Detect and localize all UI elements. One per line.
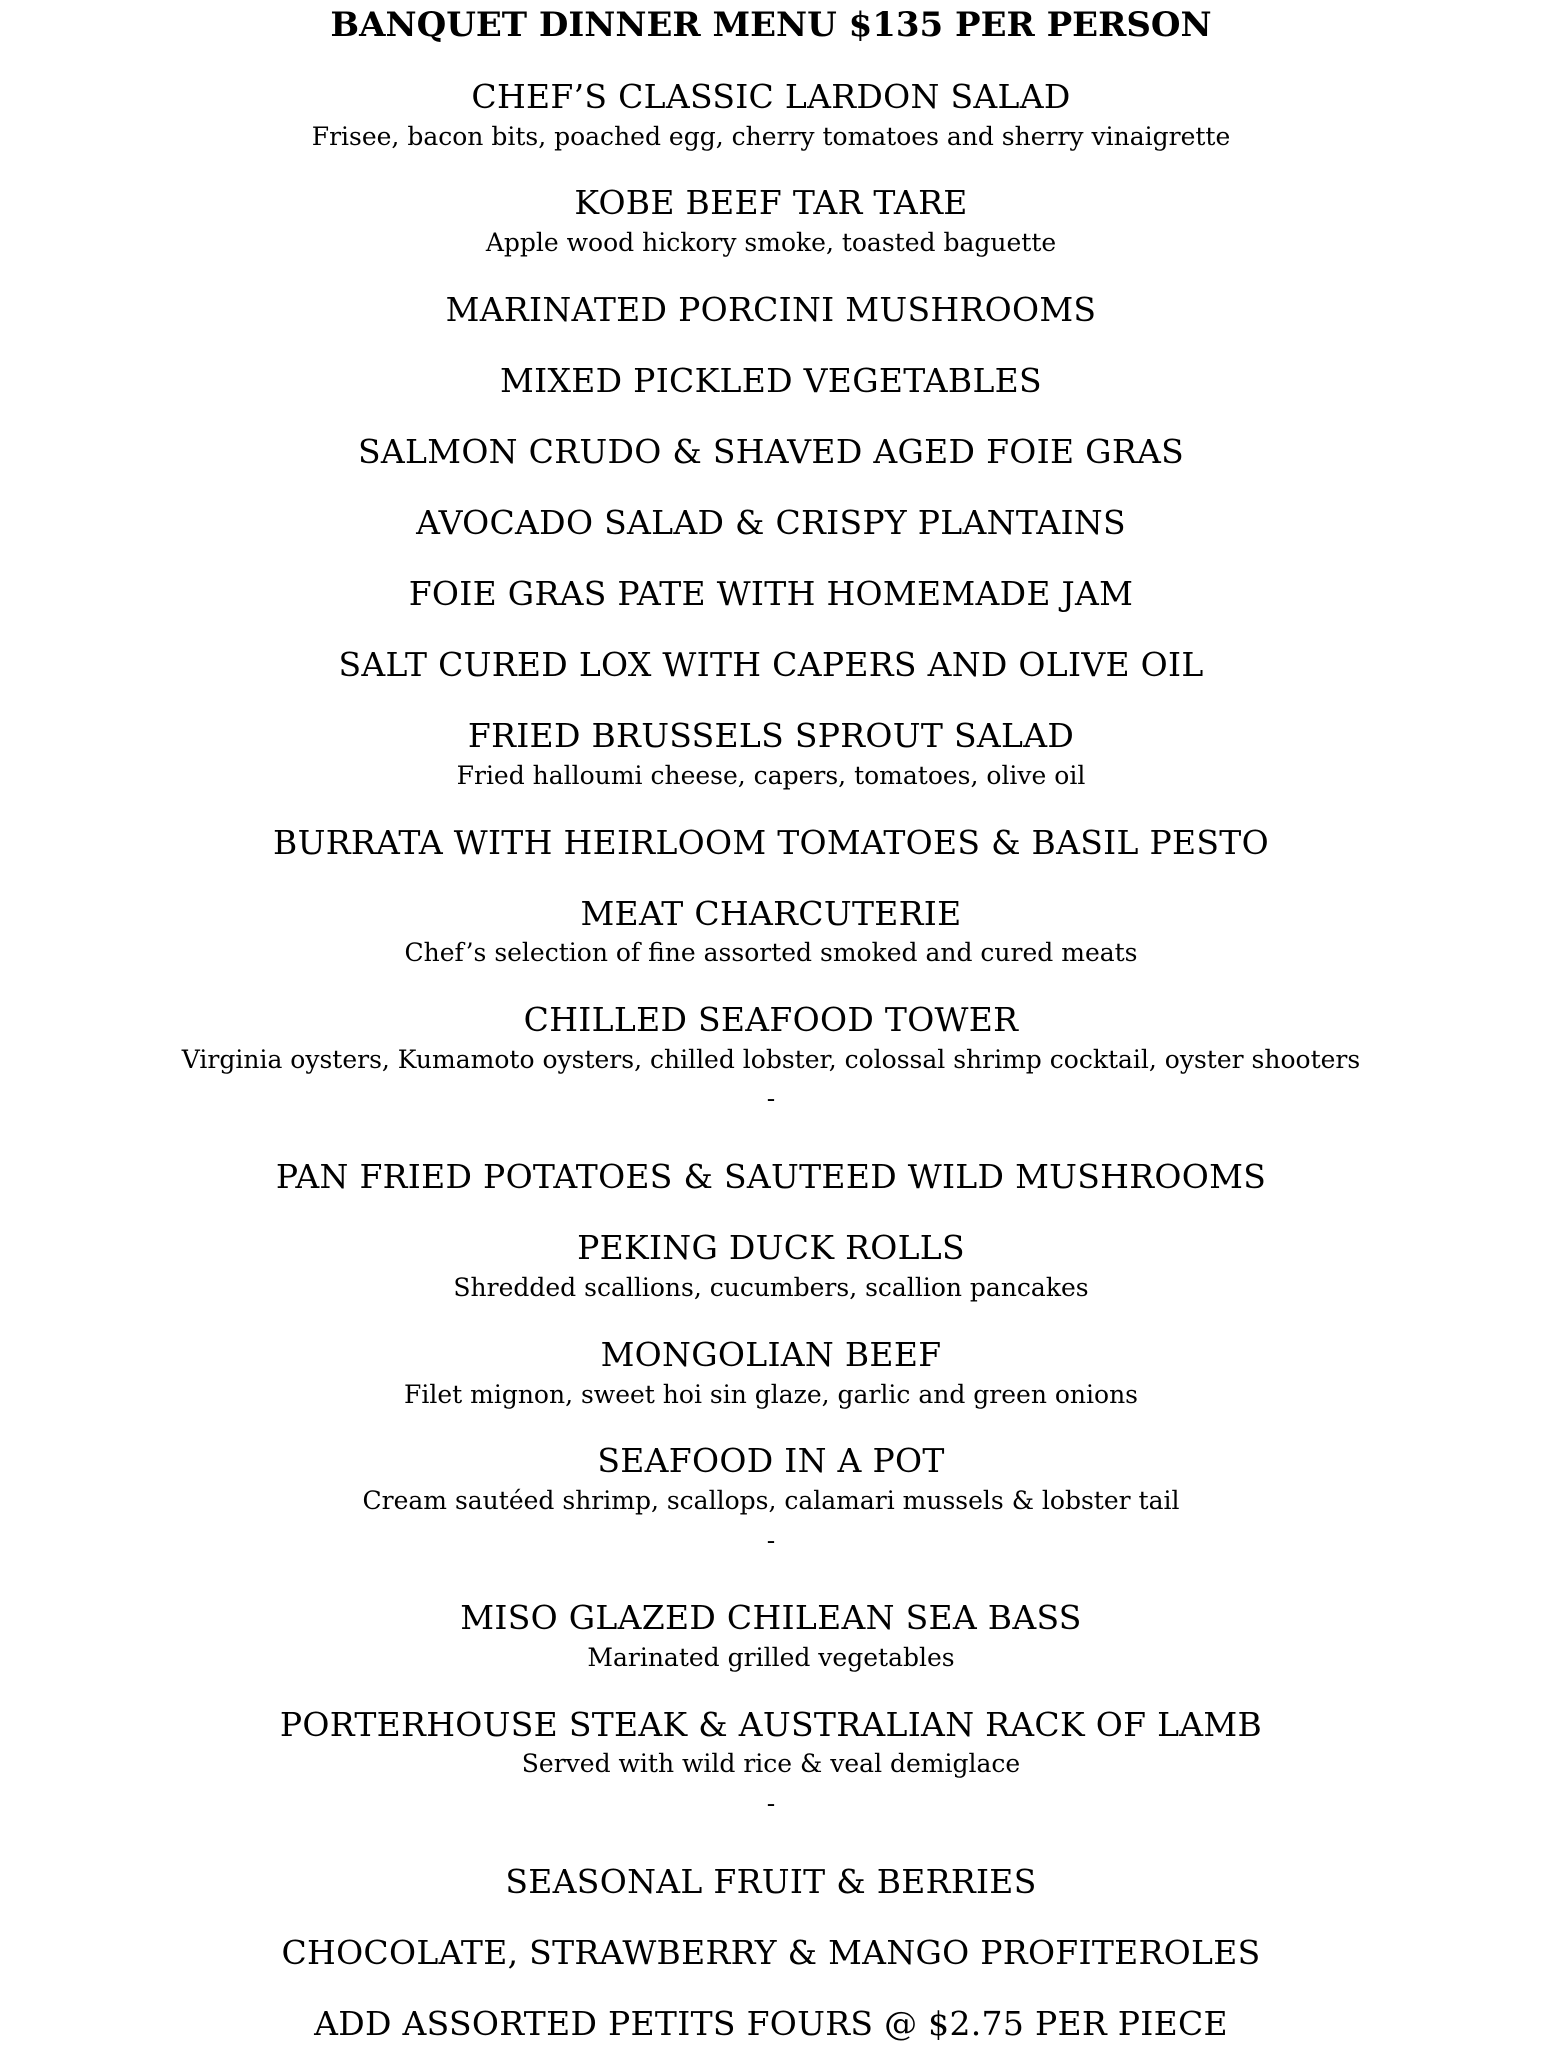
dish-description: Chef’s selection of fine assorted smoked and cured meats — [404, 938, 1138, 967]
dish-description: Cream sautéed shrimp, scallops, calamari mussels & lobster tail — [362, 1486, 1180, 1515]
course-separator: - — [766, 1526, 776, 1555]
dish-name: SEAFOOD IN A POT — [597, 1441, 945, 1480]
dish-name: MONGOLIAN BEEF — [600, 1335, 942, 1374]
dish-name: SALT CURED LOX WITH CAPERS AND OLIVE OIL — [338, 645, 1204, 684]
dish-name: KOBE BEEF TAR TARE — [574, 183, 968, 222]
dish-name: BURRATA WITH HEIRLOOM TOMATOES & BASIL PESTO — [273, 823, 1269, 862]
dish-name: MISO GLAZED CHILEAN SEA BASS — [460, 1598, 1082, 1637]
dish-name: PEKING DUCK ROLLS — [577, 1228, 965, 1267]
dish-name: FOIE GRAS PATE WITH HOMEMADE JAM — [408, 574, 1134, 613]
course-separator: - — [766, 1084, 776, 1113]
dish-description: Shredded scallions, cucumbers, scallion pancakes — [453, 1273, 1089, 1302]
course-separator: - — [766, 1789, 776, 1818]
dish-name: MEAT CHARCUTERIE — [580, 894, 962, 933]
menu-title: BANQUET DINNER MENU $135 PER PERSON — [330, 5, 1212, 45]
dish-name: SEASONAL FRUIT & BERRIES — [505, 1862, 1037, 1901]
dish-name: ADD ASSORTED PETITS FOURS @ $2.75 PER PIECE — [314, 2004, 1228, 2043]
dish-name: MIXED PICKLED VEGETABLES — [500, 361, 1042, 400]
dish-description: Apple wood hickory smoke, toasted baguette — [485, 228, 1057, 257]
dish-name: CHEF’S CLASSIC LARDON SALAD — [471, 77, 1071, 116]
dish-description: Virginia oysters, Kumamoto oysters, chilled lobster, colossal shrimp cocktail, oyster shooters — [181, 1045, 1361, 1074]
dish-name: SALMON CRUDO & SHAVED AGED FOIE GRAS — [357, 432, 1185, 471]
dish-name: MARINATED PORCINI MUSHROOMS — [445, 290, 1097, 329]
dish-name: CHILLED SEAFOOD TOWER — [523, 1000, 1019, 1039]
dish-name: PAN FRIED POTATOES & SAUTEED WILD MUSHROOMS — [275, 1157, 1267, 1196]
dish-description: Frisee, bacon bits, poached egg, cherry tomatoes and sherry vinaigrette — [311, 122, 1231, 151]
dish-description: Marinated grilled vegetables — [587, 1643, 955, 1672]
dish-name: FRIED BRUSSELS SPROUT SALAD — [467, 716, 1075, 755]
dish-description: Fried halloumi cheese, capers, tomatoes, olive oil — [456, 761, 1086, 790]
dish-description: Filet mignon, sweet hoi sin glaze, garlic and green onions — [404, 1380, 1138, 1409]
dish-name: PORTERHOUSE STEAK & AUSTRALIAN RACK OF LAMB — [279, 1705, 1263, 1744]
dish-name: AVOCADO SALAD & CRISPY PLANTAINS — [416, 503, 1126, 542]
dish-description: Served with wild rice & veal demiglace — [521, 1749, 1021, 1778]
dish-name: CHOCOLATE, STRAWBERRY & MANGO PROFITEROLES — [281, 1933, 1261, 1972]
